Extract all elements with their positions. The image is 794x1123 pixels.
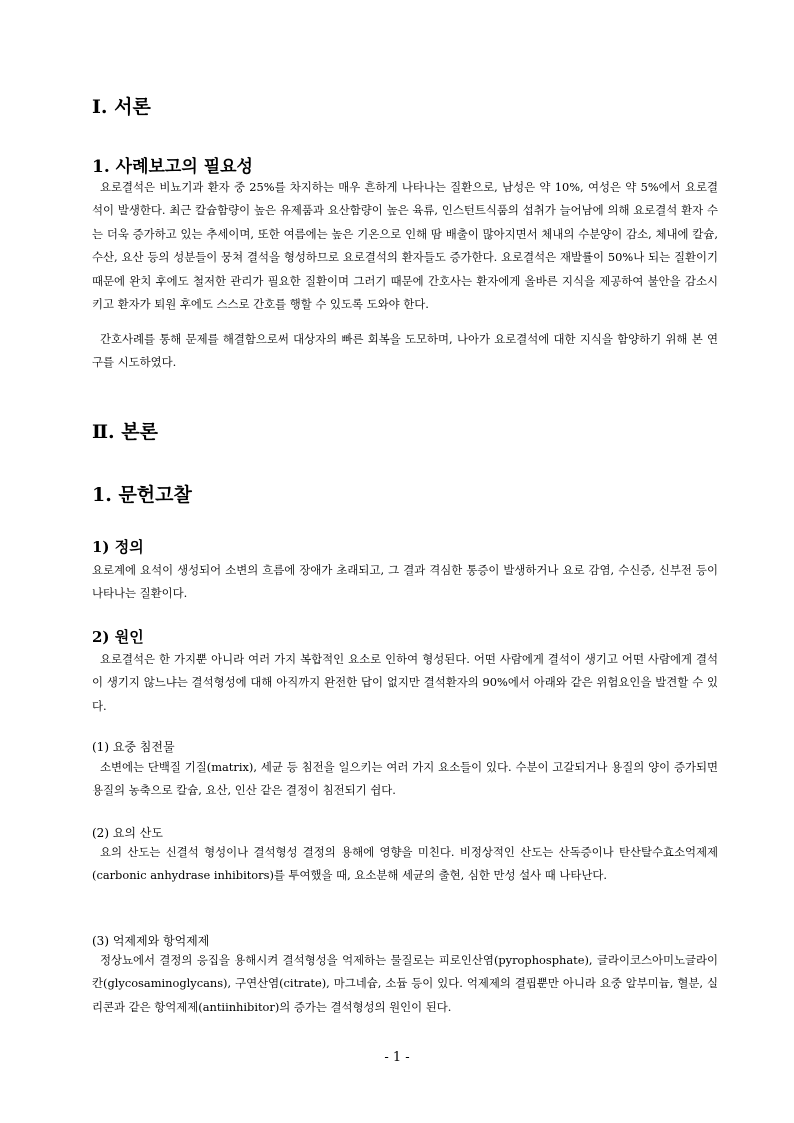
paragraph-need-2: 간호사례를 통해 문제를 해결함으로써 대상자의 빠른 회복을 도모하며, 나아가 요로결석에 대한 지식을 함양하기 위해 본 연구를 시도하였다. (92, 332, 718, 370)
paragraph-definition: 요로계에 요석이 생성되어 소변의 흐름에 장애가 초래되고, 그 결과 격심한 통증이 발생하거나 요로 감염, 수신증, 신부전 등이 나타나는 질환이다. (92, 563, 718, 601)
paragraph-cause: 요로결석은 한 가지뿐 아니라 여러 가지 복합적인 요소로 인하여 형성된다. 어떤 사람에게 결석이 생기고 어떤 사람에게 결석이 생기지 않느냐는 결석형성에 대해 아직까지 완전한 답이 없지만 결석환자의 90%에서 아래와 같은 위험요인을 발견할 수 있다. (92, 652, 718, 713)
heading-definition: 1) 정의 (92, 538, 144, 556)
paragraph-need-1: 요로결석은 비뇨기과 환자 중 25%를 차지하는 매우 흔하게 나타나는 질환으로, 남성은 약 10%, 여성은 약 5%에서 요로결석이 발생한다. 최근 칼슘함량이 높은 유제품과 요산함량이 높은 육류, 인스턴트식품의 섭취가 늘어남에 의해 요로결석 환자 수는 더욱 증가하고 있는 추세이며, 또한 여름에는 높은 기온으로 인해 땀 배출이 많아지면서 체내의 수분양이 감소, 체내에 칼슘, 수산, 요산 등의 성분들이 뭉쳐 결석을 형성하므로 요로결석의 환자들도 증가한다. 요로결석은 재발률이 50%나 되는 질환이기 때문에 완치 후에도 철저한 관리가 필요한 질환이며 그러기 때문에 간호사는 환자에게 올바른 지식을 제공하여 불안을 감소시키고 환자가 퇴원 후에도 스스로 간호를 행할 수 있도록 도와야 한다. (92, 180, 718, 312)
heading-cause: 2) 원인 (92, 628, 144, 646)
page-number: - 1 - (384, 1050, 410, 1065)
heading-introduction: Ⅰ. 서론 (92, 96, 151, 118)
heading-inhibitors: (3) 억제제와 항억제제 (92, 934, 210, 948)
heading-need-for-case-report: 1. 사례보고의 필요성 (92, 157, 253, 177)
paragraph-inhibitors: 정상뇨에서 결정의 응집을 용해시켜 결석형성을 억제하는 물질로는 피로인산염(pyrophosphate), 글라이코스아미노글라이칸(glycosaminoglycans), 구연산염(citrate), 마그네슘, 소듐 등이 있다. 억제제의 결핍뿐만 아니라 요중 알부미늄, 혈분, 실리콘과 같은 항억제제(antiinhibitor)의 증가는 결석형성의 원인이 된다. (92, 953, 718, 1014)
heading-urine-acidity: (2) 요의 산도 (92, 826, 163, 840)
heading-literature-review: 1. 문헌고찰 (92, 484, 192, 506)
heading-urinary-sediment: (1) 요중 침전물 (92, 740, 175, 754)
paragraph-urinary-sediment: 소변에는 단백질 기질(matrix), 세균 등 침전을 일으키는 여러 가지 요소들이 있다. 수분이 고갈되거나 용질의 양이 증가되면 용질의 농축으로 칼슘, 요산, 인산 같은 결정이 침전되기 쉽다. (92, 760, 718, 798)
heading-body: Ⅱ. 본론 (92, 421, 158, 443)
paragraph-urine-acidity: 요의 산도는 신결석 형성이나 결석형성 결정의 용해에 영향을 미친다. 비정상적인 산도는 산독증이나 탄산탈수효소억제제(carbonic anhydrase inhibitors)를 투여했을 때, 요소분해 세균의 출현, 심한 만성 설사 때 나타난다. (92, 845, 718, 883)
